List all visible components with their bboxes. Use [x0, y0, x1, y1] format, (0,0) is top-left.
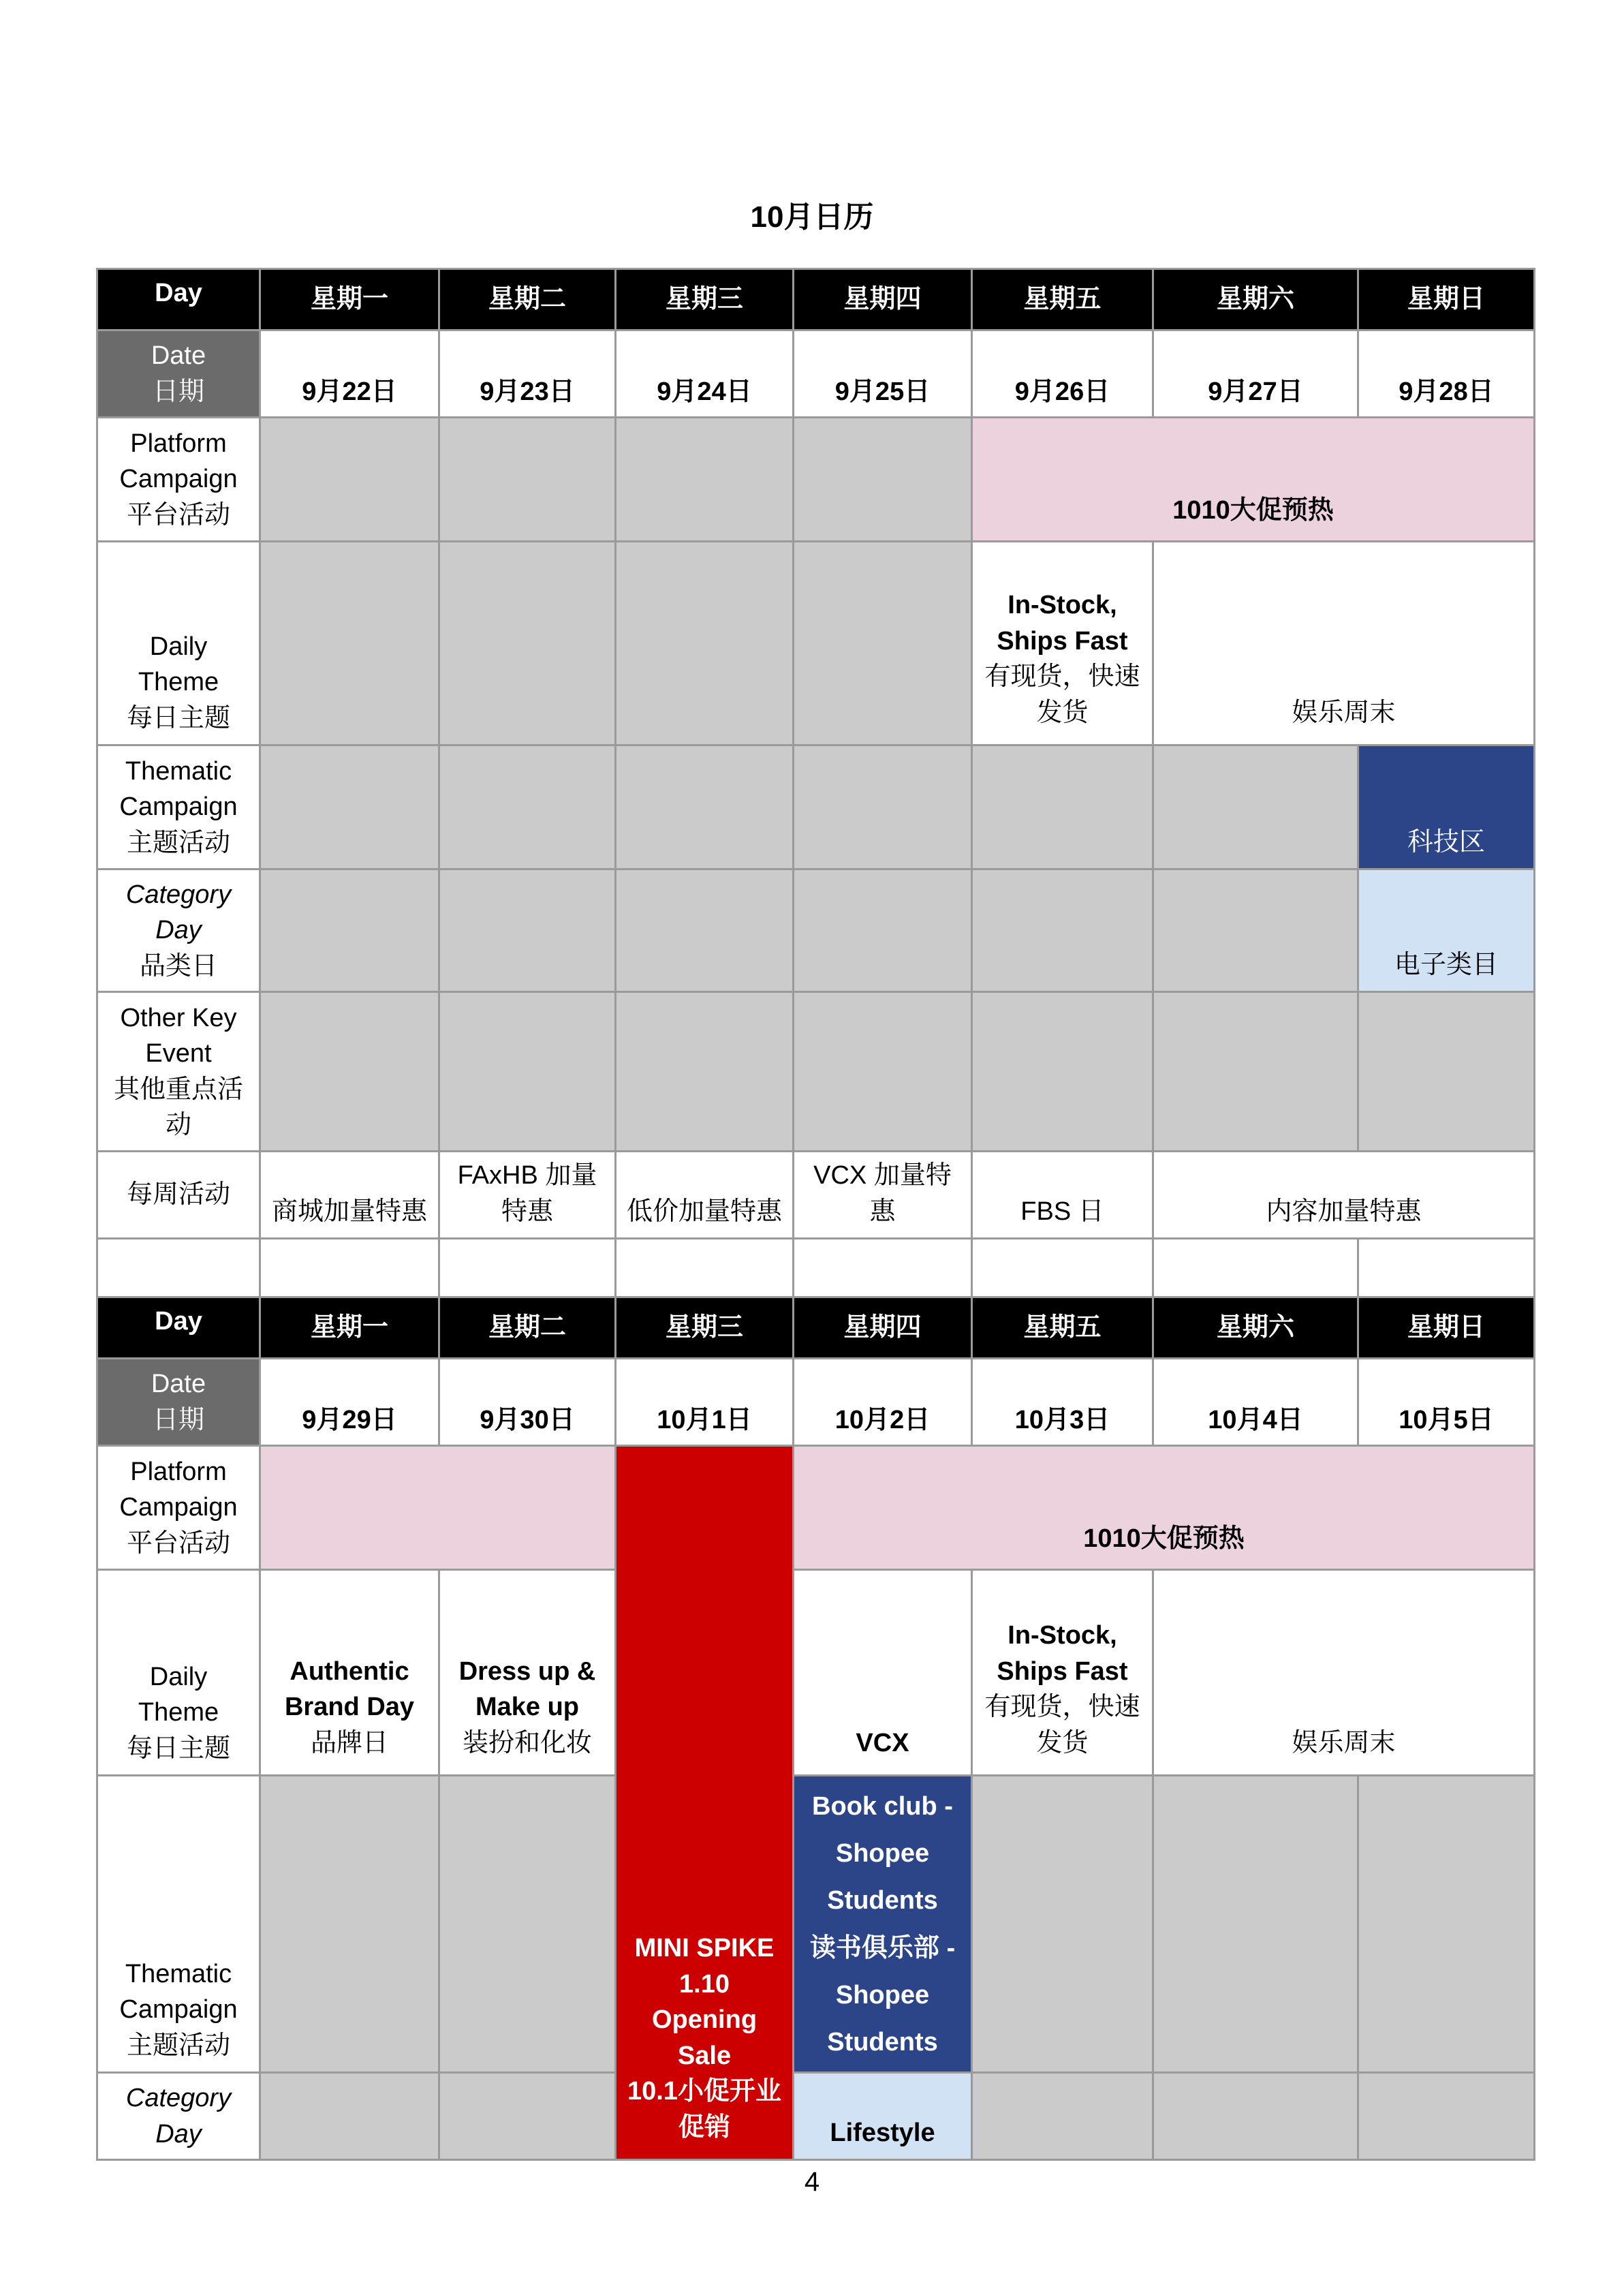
label-line: Thematic — [125, 1959, 232, 1988]
thematic-campaign-label — [97, 745, 260, 869]
theme-cn: 发货 — [1036, 698, 1089, 727]
category-day-thu: Lifestyle — [794, 2073, 972, 2160]
label-line: Daily — [149, 632, 208, 661]
date-cell: 10月5日 — [1358, 1359, 1535, 1446]
date-cell: 9月23日 — [439, 330, 616, 418]
daily-theme-row — [97, 1570, 1535, 1776]
empty-cell — [439, 1776, 616, 2073]
calendar-week-1 — [96, 268, 1535, 1298]
empty-cell — [1153, 869, 1358, 992]
weekday-wed: 星期三 — [616, 1297, 794, 1359]
empty-cell — [1153, 2073, 1358, 2160]
date-cell: 9月26日 — [972, 330, 1153, 418]
empty-cell — [260, 1239, 439, 1297]
day-label: Day — [97, 269, 260, 330]
theme-en: Ships Fast — [997, 1657, 1128, 1686]
weekday-thu: 星期四 — [794, 1297, 972, 1359]
label-line: Other Key — [120, 1003, 237, 1032]
weekday-fri: 星期五 — [972, 269, 1153, 330]
empty-cell — [794, 992, 972, 1152]
weekday-header-row — [97, 1297, 1535, 1359]
weekday-sat: 星期六 — [1153, 269, 1358, 330]
date-cell: 10月4日 — [1153, 1359, 1358, 1446]
daily-theme-weekend: 娱乐周末 — [1153, 1570, 1535, 1776]
empty-cell — [1153, 1776, 1358, 2073]
date-label-cn: 日期 — [152, 377, 204, 406]
date-label — [97, 330, 260, 418]
empty-cell — [972, 2073, 1153, 2160]
weekly-activity-label: 每周活动 — [97, 1152, 260, 1239]
other-key-event-row — [97, 992, 1535, 1152]
label-line: 动 — [165, 1110, 191, 1139]
label-line: Platform — [130, 429, 227, 458]
weekday-sun: 星期日 — [1358, 269, 1535, 330]
thematic-line: Shopee — [835, 1839, 930, 1868]
weekly-activity-row — [97, 1152, 1535, 1239]
theme-en: VCX — [856, 1728, 909, 1757]
empty-cell — [97, 1239, 260, 1297]
label-line: 主题活动 — [126, 828, 230, 857]
label-line: Campaign — [119, 1995, 238, 2024]
label-line: Category — [125, 2084, 232, 2113]
theme-cn: 有现货，快速 — [984, 662, 1140, 692]
mini-spike-line: Opening — [651, 2005, 758, 2035]
daily-theme-mon — [260, 1570, 439, 1776]
label-line: Category — [125, 880, 232, 909]
theme-cn: 装扮和化妆 — [462, 1728, 592, 1757]
weekly-line: 惠 — [869, 1197, 896, 1226]
thematic-line: Students — [827, 1886, 938, 1915]
empty-cell — [1153, 1239, 1358, 1297]
empty-cell — [794, 542, 972, 745]
label-line: Theme — [138, 668, 219, 697]
date-label-cn: 日期 — [152, 1405, 204, 1434]
label-line: 其他重点活 — [113, 1075, 243, 1104]
date-cell: 9月22日 — [260, 330, 439, 418]
date-cell: 9月28日 — [1358, 330, 1535, 418]
platform-campaign-pre — [260, 1446, 616, 1570]
platform-campaign-label — [97, 1446, 260, 1570]
theme-en: In-Stock, — [1008, 591, 1117, 620]
empty-cell — [1358, 1239, 1535, 1297]
date-label-en: Date — [151, 1370, 206, 1399]
page-number: 4 — [804, 2167, 820, 2197]
empty-cell — [972, 1239, 1153, 1297]
empty-cell — [616, 992, 794, 1152]
empty-cell — [260, 1776, 439, 2073]
label-line: Campaign — [119, 792, 238, 822]
weekday-wed: 星期三 — [616, 269, 794, 330]
empty-cell — [260, 2073, 439, 2160]
empty-cell — [972, 1776, 1153, 2073]
empty-cell — [1358, 2073, 1535, 2160]
weekly-activity-tue — [439, 1152, 616, 1239]
weekday-mon: 星期一 — [260, 1297, 439, 1359]
date-label-en: Date — [151, 341, 206, 371]
date-cell: 9月25日 — [794, 330, 972, 418]
label-line: Campaign — [119, 1493, 238, 1522]
thematic-line: Shopee — [835, 1980, 930, 2009]
thematic-line: 读书俱乐部 - — [809, 1933, 956, 1962]
other-key-event-label — [97, 992, 260, 1152]
label-line: Day — [155, 2119, 202, 2148]
theme-en: Dress up & — [458, 1657, 596, 1686]
empty-cell — [616, 418, 794, 542]
label-line: 主题活动 — [126, 2031, 230, 2060]
mini-spike-line: MINI SPIKE — [634, 1934, 775, 1963]
empty-cell — [260, 542, 439, 745]
empty-cell — [972, 992, 1153, 1152]
empty-cell — [1153, 745, 1358, 869]
label-line: 每日主题 — [126, 703, 230, 733]
daily-theme-thu — [794, 1570, 972, 1776]
label-line: 平台活动 — [126, 1528, 230, 1558]
empty-cell — [439, 418, 616, 542]
label-line: 平台活动 — [126, 500, 230, 529]
theme-en: Ships Fast — [997, 626, 1128, 656]
platform-campaign-cell: 1010大促预热 — [972, 418, 1535, 542]
weekly-activity-fri: FBS 日 — [972, 1152, 1153, 1239]
thematic-campaign-label — [97, 1776, 260, 2073]
daily-theme-label — [97, 1570, 260, 1776]
date-row — [97, 1359, 1535, 1446]
empty-cell — [439, 542, 616, 745]
empty-cell — [794, 745, 972, 869]
date-cell: 9月24日 — [616, 330, 794, 418]
category-day-row — [97, 2073, 1535, 2160]
thematic-line: Book club - — [812, 1792, 953, 1821]
label-line: Day — [155, 916, 202, 945]
page-title: 10月日历 — [750, 200, 874, 234]
label-line: 品类日 — [139, 951, 217, 981]
theme-cn: 品牌日 — [310, 1728, 388, 1757]
weekday-thu: 星期四 — [794, 269, 972, 330]
empty-cell — [616, 745, 794, 869]
daily-theme-tue — [439, 1570, 616, 1776]
weekday-tue: 星期二 — [439, 1297, 616, 1359]
weekly-activity-mon: 商城加量特惠 — [260, 1152, 439, 1239]
empty-cell — [439, 745, 616, 869]
empty-cell — [1153, 992, 1358, 1152]
empty-cell — [616, 869, 794, 992]
theme-cn: 有现货，快速 — [984, 1693, 1140, 1722]
weekday-header-row — [97, 269, 1535, 330]
mini-spike-line: 10.1小促开业 — [627, 2077, 781, 2106]
platform-campaign-row — [97, 1446, 1535, 1570]
empty-cell — [972, 745, 1153, 869]
date-label — [97, 1359, 260, 1446]
label-line: Theme — [138, 1698, 219, 1727]
weekday-fri: 星期五 — [972, 1297, 1153, 1359]
category-day-label — [97, 869, 260, 992]
weekday-sun: 星期日 — [1358, 1297, 1535, 1359]
weekday-tue: 星期二 — [439, 269, 616, 330]
thematic-campaign-row — [97, 745, 1535, 869]
platform-campaign-cell: 1010大促预热 — [794, 1446, 1535, 1570]
daily-theme-row — [97, 542, 1535, 745]
empty-cell — [1358, 1776, 1535, 2073]
thematic-campaign-sun: 科技区 — [1358, 745, 1535, 869]
theme-en: Make up — [475, 1693, 580, 1722]
weekday-mon: 星期一 — [260, 269, 439, 330]
weekday-sat: 星期六 — [1153, 1297, 1358, 1359]
category-day-row — [97, 869, 1535, 992]
platform-campaign-label — [97, 418, 260, 542]
weekly-line: FAxHB 加量 — [457, 1161, 597, 1190]
mini-spike-cell — [616, 1446, 794, 2160]
theme-cn: 发货 — [1036, 1728, 1089, 1757]
empty-cell — [794, 418, 972, 542]
weekly-activity-wed: 低价加量特惠 — [616, 1152, 794, 1239]
empty-cell — [439, 2073, 616, 2160]
label-line: Event — [145, 1039, 212, 1068]
label-line: 每日主题 — [126, 1734, 230, 1763]
daily-theme-weekend: 娱乐周末 — [1153, 542, 1535, 745]
mini-spike-line: 1.10 — [679, 1969, 730, 1999]
empty-cell — [616, 1239, 794, 1297]
date-cell: 9月30日 — [439, 1359, 616, 1446]
weekly-line: 特惠 — [501, 1197, 553, 1226]
mini-spike-line: 促销 — [678, 2112, 730, 2142]
label-line: Daily — [149, 1662, 208, 1691]
thematic-line: Students — [827, 2027, 938, 2057]
mini-spike-line: Sale — [677, 2041, 732, 2070]
date-cell: 10月1日 — [616, 1359, 794, 1446]
date-cell: 10月3日 — [972, 1359, 1153, 1446]
weekly-activity-thu — [794, 1152, 972, 1239]
empty-cell — [260, 418, 439, 542]
daily-theme-fri — [972, 1570, 1153, 1776]
theme-en: In-Stock, — [1008, 1621, 1117, 1650]
daily-theme-fri — [972, 542, 1153, 745]
empty-cell — [439, 992, 616, 1152]
empty-cell — [616, 542, 794, 745]
label-line: Campaign — [119, 465, 238, 494]
spacer-row — [97, 1239, 1535, 1297]
date-cell: 10月2日 — [794, 1359, 972, 1446]
category-day-sun: 电子类目 — [1358, 869, 1535, 992]
weekly-activity-weekend: 内容加量特惠 — [1153, 1152, 1535, 1239]
theme-en: Authentic — [290, 1657, 409, 1686]
empty-cell — [794, 869, 972, 992]
theme-en: Brand Day — [284, 1693, 415, 1722]
thematic-campaign-row — [97, 1776, 1535, 2073]
platform-campaign-row — [97, 418, 1535, 542]
empty-cell — [439, 1239, 616, 1297]
empty-cell — [439, 869, 616, 992]
day-label: Day — [97, 1297, 260, 1359]
calendar-week-2 — [96, 1296, 1535, 2161]
weekly-line: VCX 加量特 — [813, 1161, 952, 1190]
empty-cell — [794, 1239, 972, 1297]
empty-cell — [972, 869, 1153, 992]
thematic-campaign-thu — [794, 1776, 972, 2073]
date-cell: 9月27日 — [1153, 330, 1358, 418]
empty-cell — [260, 992, 439, 1152]
label-line: Thematic — [125, 756, 232, 786]
empty-cell — [260, 745, 439, 869]
label-line: Platform — [130, 1457, 227, 1486]
category-day-label — [97, 2073, 260, 2160]
daily-theme-label — [97, 542, 260, 745]
date-row — [97, 330, 1535, 418]
date-cell: 9月29日 — [260, 1359, 439, 1446]
empty-cell — [260, 869, 439, 992]
empty-cell — [1358, 992, 1535, 1152]
